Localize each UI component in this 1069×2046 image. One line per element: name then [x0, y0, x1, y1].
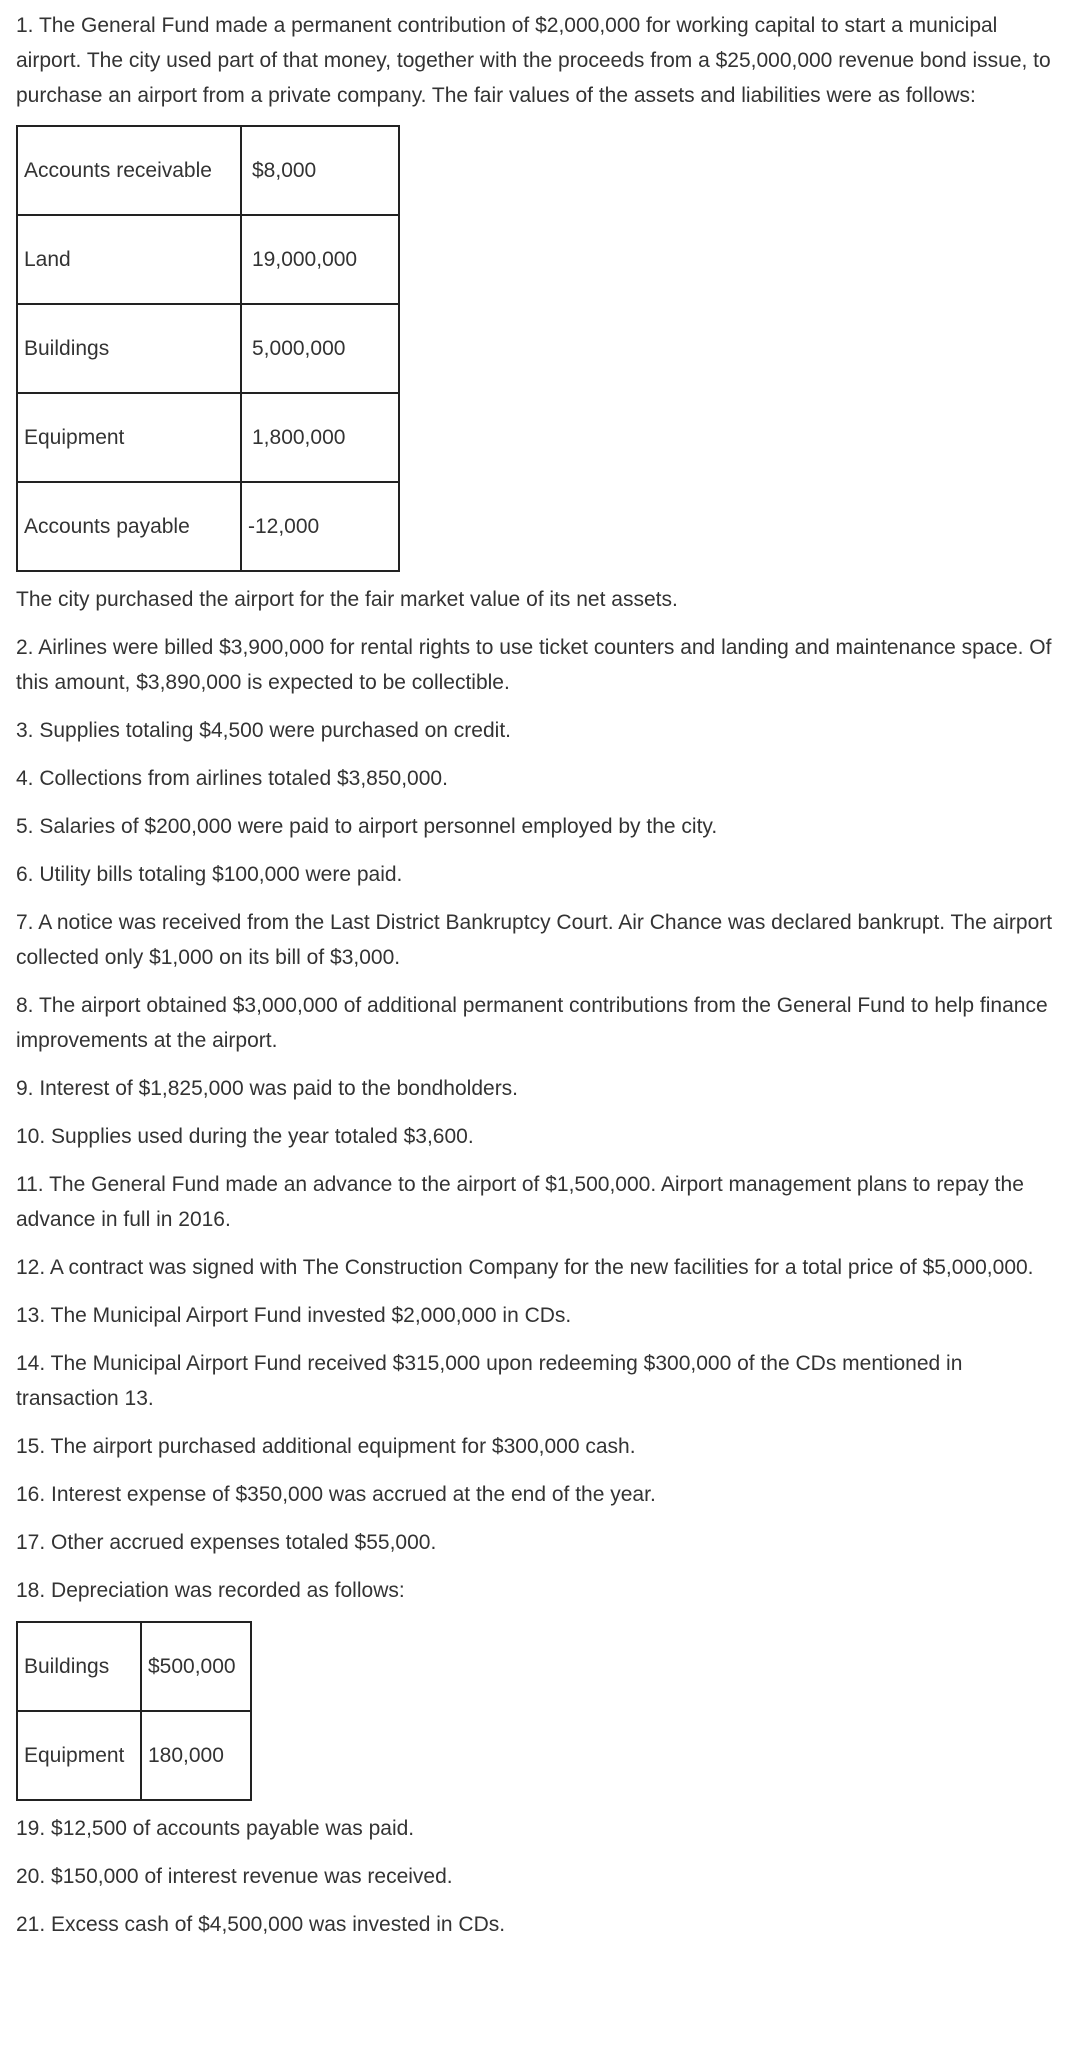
transaction-11: 11. The General Fund made an advance to the airport of $1,500,000. Airport management plans to repay the advance in full in 2016.: [16, 1173, 1024, 1231]
transaction-20: 20. $150,000 of interest revenue was received.: [16, 1865, 453, 1888]
transaction-14: 14. The Municipal Airport Fund received $315,000 upon redeeming $300,000 of the CDs mentioned in transaction 13.: [16, 1352, 963, 1410]
transaction-7: 7. A notice was received from the Last District Bankruptcy Court. Air Chance was declared bankrupt. The airport collected only $1,000 on its bill of $3,000.: [16, 911, 1053, 969]
asset-amount: 5,000,000: [241, 304, 399, 393]
depreciation-label: Buildings: [17, 1622, 141, 1711]
transaction-13: 13. The Municipal Airport Fund invested $2,000,000 in CDs.: [16, 1304, 572, 1327]
transaction-9: 9. Interest of $1,825,000 was paid to the bondholders.: [16, 1077, 519, 1100]
transaction-4: 4. Collections from airlines totaled $3,850,000.: [16, 767, 448, 790]
transaction-17: 17. Other accrued expenses totaled $55,000.: [16, 1531, 437, 1554]
transaction-19: 19. $12,500 of accounts payable was paid.: [16, 1817, 415, 1840]
table-row: [17, 1711, 251, 1800]
transaction-21: 21. Excess cash of $4,500,000 was invested in CDs.: [16, 1913, 506, 1936]
liability-label: Accounts payable: [17, 482, 241, 571]
table-row: [17, 482, 399, 571]
asset-amount: 1,800,000: [241, 393, 399, 482]
asset-label: Buildings: [17, 304, 241, 393]
depreciation-amount: $500,000: [141, 1622, 251, 1711]
transaction-1-intro: 1. The General Fund made a permanent contribution of $2,000,000 for working capital to start a municipal airport. The city used part of that money, together with the proceeds from a $25,000,000 revenue bond issue, to purchase an airport from a private company. The fair values of the assets and liabilities were as follows:: [16, 14, 1051, 107]
transaction-8: 8. The airport obtained $3,000,000 of additional permanent contributions from the General Fund to help finance improvements at the airport.: [16, 994, 1048, 1052]
asset-label: Equipment: [17, 393, 241, 482]
transaction-15: 15. The airport purchased additional equipment for $300,000 cash.: [16, 1435, 636, 1458]
transaction-18: 18. Depreciation was recorded as follows:: [16, 1579, 405, 1602]
transaction-12: 12. A contract was signed with The Construction Company for the new facilities for a total price of $5,000,000.: [16, 1256, 1034, 1279]
purchase-note: The city purchased the airport for the fair market value of its net assets.: [16, 588, 678, 611]
transaction-5: 5. Salaries of $200,000 were paid to airport personnel employed by the city.: [16, 815, 718, 838]
depreciation-amount: 180,000: [141, 1711, 251, 1800]
transaction-16: 16. Interest expense of $350,000 was accrued at the end of the year.: [16, 1483, 656, 1506]
depreciation-table: [16, 1621, 252, 1801]
transaction-2: 2. Airlines were billed $3,900,000 for rental rights to use ticket counters and landing and maintenance space. Of this amount, $3,890,000 is expected to be collectible.: [16, 636, 1052, 694]
asset-amount: $8,000: [241, 126, 399, 215]
table-row: [17, 215, 399, 304]
liability-amount: -12,000: [241, 482, 399, 571]
asset-label: Accounts receivable: [17, 126, 241, 215]
fair-values-table: [16, 125, 400, 572]
table-row: [17, 1622, 251, 1711]
table-row: [17, 393, 399, 482]
transaction-6: 6. Utility bills totaling $100,000 were paid.: [16, 863, 403, 886]
depreciation-label: Equipment: [17, 1711, 141, 1800]
transaction-3: 3. Supplies totaling $4,500 were purchased on credit.: [16, 719, 511, 742]
table-row: [17, 304, 399, 393]
table-row: [17, 126, 399, 215]
asset-amount: 19,000,000: [241, 215, 399, 304]
transaction-10: 10. Supplies used during the year totaled $3,600.: [16, 1125, 474, 1148]
asset-label: Land: [17, 215, 241, 304]
